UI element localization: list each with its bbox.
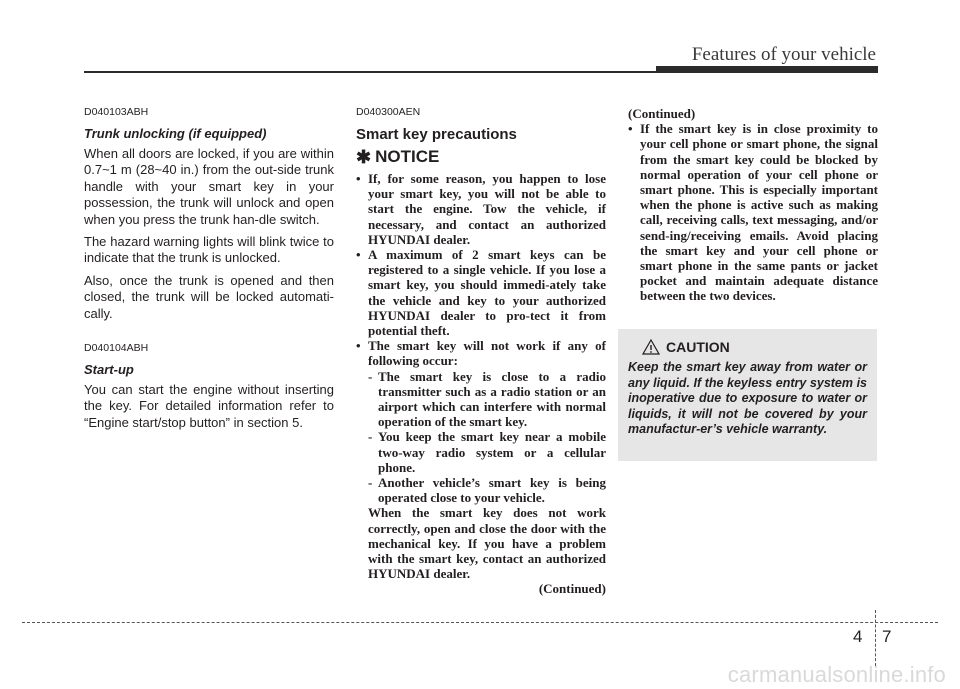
header-rule: [84, 71, 662, 73]
notice-label: NOTICE: [375, 147, 440, 166]
watermark: carmanualsonline.info: [727, 662, 946, 687]
right-column: [628, 106, 878, 304]
continued-label: (Continued): [628, 106, 696, 121]
section-code: D040103ABH: [84, 106, 149, 118]
start-up-heading: Start-up: [84, 362, 134, 378]
smart-key-precautions-title: Smart key precautions: [356, 126, 517, 143]
paragraph: You can start the engine without inserting the key. For detailed information refer to “Engine start/stop button” in section 5.: [84, 382, 334, 430]
footer-divider: [875, 610, 876, 666]
left-column: [84, 106, 334, 437]
notice-bullet: • If the smart key is in close proximity to your cell phone or smart phone, the signal from the smart key could be blocked by normal operation of your cell phone or smart phone. This is especially important when the phone is active such as making call, receiving calls, text messaging, and/or send-ing/receiving emails. Avoid placing the smart key and your cell phone or smart phone in the same pants or jacket pocket and maintain adequate distance between the two devices.: [628, 121, 878, 303]
paragraph: When all doors are locked, if you are within 0.7~1 m (28~40 in.) from the out-side trunk handle with your smart key in your possession, the trunk will unlock and open when you press the trunk han-dle switch.: [84, 146, 334, 227]
chapter-number: 4: [853, 627, 863, 646]
footer-rule: [22, 622, 938, 623]
warning-triangle-icon: [642, 339, 660, 355]
page-header-title: Features of your vehicle: [691, 44, 876, 65]
asterisk-icon: ✱: [356, 147, 372, 167]
middle-column: [356, 106, 606, 597]
caution-box: [618, 329, 877, 461]
notice-closing: When the smart key does not work correctly, open and close the door with the mechanical key. If you have a problem with the smart key, contact an authorized HYUNDAI dealer.: [368, 505, 606, 582]
caution-title: CAUTION: [666, 339, 730, 355]
notice-sub-item: - Another vehicle’s smart key is being operated close to your vehicle.: [368, 475, 606, 506]
caution-text: Keep the smart key away from water or any liquid. If the keyless entry system is inoperative due to exposure to water or liquids, it will not be covered by your manufactur-er’s vehicle warranty.: [628, 360, 867, 437]
section-code: D040300AEN: [356, 106, 421, 118]
notice-sub-item: - The smart key is close to a radio transmitter such as a radio station or an airport which can interfere with normal operation of the smart key.: [368, 368, 606, 430]
notice-sub-item: - You keep the smart key near a mobile two-way radio system or a cellular phone.: [368, 429, 606, 475]
notice-bullet: • If, for some reason, you happen to lose your smart key, you will not be able to start the engine. Tow the vehicle, if necessary, and contact an authorized HYUNDAI dealer.: [356, 171, 606, 247]
continued-label: (Continued): [538, 581, 606, 597]
notice-bullet: • A maximum of 2 smart keys can be registered to a single vehicle. If you lose a smart key, you should immedi-ately take the vehicle and key to your authorized HYUNDAI dealer to pro-tect it from potential theft.: [356, 247, 606, 338]
paragraph: The hazard warning lights will blink twice to indicate that the trunk is unlocked.: [84, 234, 334, 266]
header-rule-bold: [656, 66, 878, 73]
paragraph: Also, once the trunk is opened and then closed, the trunk will be locked automati-cally.: [84, 272, 334, 321]
page-number: 7: [882, 627, 892, 646]
trunk-unlocking-heading: Trunk unlocking (if equipped): [84, 126, 267, 141]
caution-heading: [642, 339, 867, 355]
notice-heading: [356, 147, 606, 167]
section-code: D040104ABH: [84, 342, 149, 355]
notice-bullet: • The smart key will not work if any of following occur:: [356, 338, 606, 368]
